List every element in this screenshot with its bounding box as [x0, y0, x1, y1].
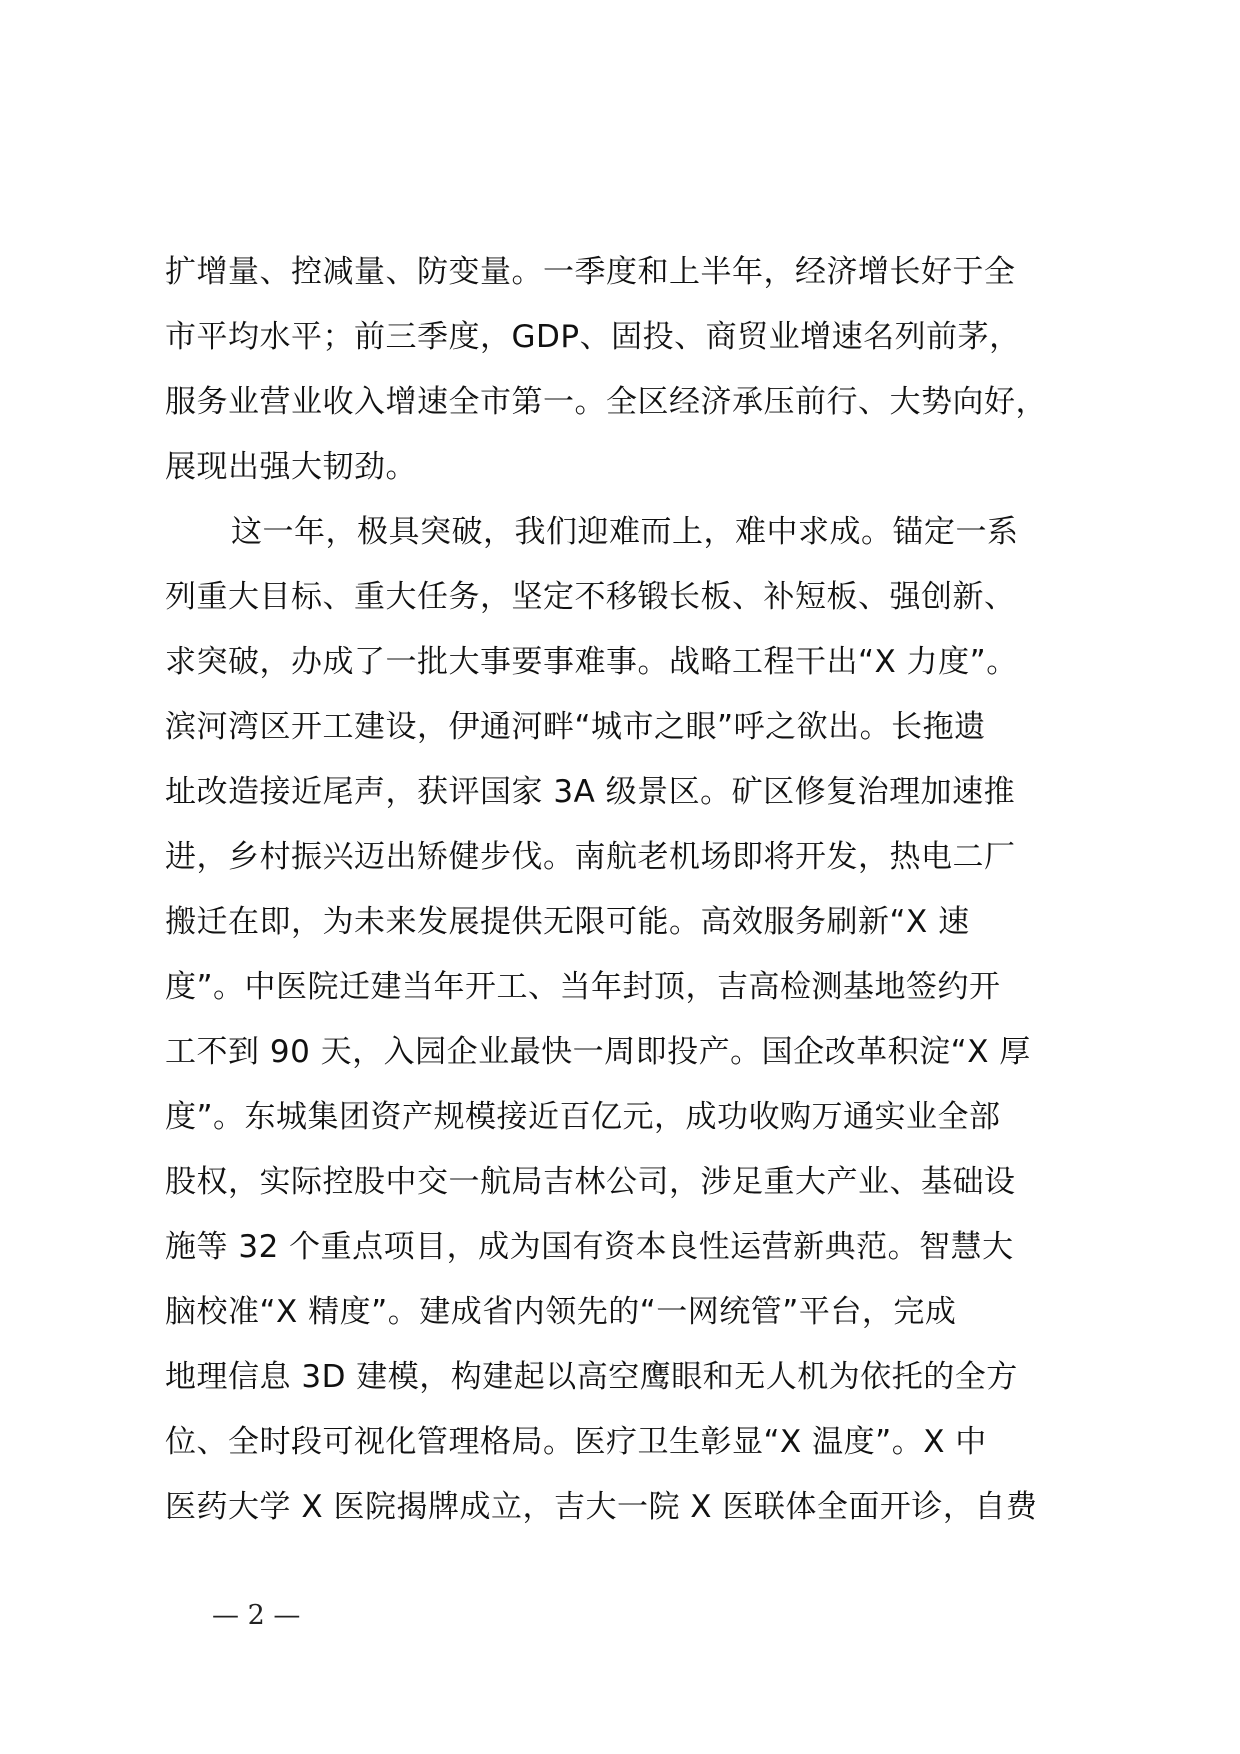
text-line: 扩增量、控减量、防变量。一季度和上半年，经济增长好于全	[165, 254, 1016, 290]
text-line: 滨河湾区开工建设，伊通河畔“城市之眼”呼之欲出。长拖遗	[165, 709, 986, 745]
text-line: 脑校准“X 精度”。建成省内领先的“一网统管”平台，完成	[165, 1294, 957, 1330]
text-line: 地理信息 3D 建模，构建起以高空鹰眼和无人机为依托的全方	[165, 1359, 1018, 1395]
text-line: 求突破，办成了一批大事要事难事。战略工程干出“X 力度”。	[165, 644, 1018, 680]
text-line: 服务业营业收入增速全市第一。全区经济承压前行、大势向好，	[165, 384, 1047, 420]
text-line: 市平均水平；前三季度，GDP、固投、商贸业增速名列前茅，	[165, 319, 1021, 355]
text-line: 度”。中医院迁建当年开工、当年封顶，吉高检测基地签约开	[165, 969, 1001, 1005]
text-line: 度”。东城集团资产规模接近百亿元，成功收购万通实业全部	[165, 1099, 1001, 1135]
page-number: — 2 —	[212, 1600, 301, 1631]
body-text	[165, 240, 1125, 1540]
paragraph-first-line: 这一年，极具突破，我们迎难而上，难中求成。锚定一系	[231, 514, 1019, 550]
text-line: 位、全时段可视化管理格局。医疗卫生彰显“X 温度”。X 中	[165, 1424, 987, 1460]
text-line: 施等 32 个重点项目，成为国有资本良性运营新典范。智慧大	[165, 1229, 1014, 1265]
text-line: 址改造接近尾声，获评国家 3A 级景区。矿区修复治理加速推	[165, 774, 1016, 810]
text-line: 医药大学 X 医院揭牌成立，吉大一院 X 医联体全面开诊，自费	[165, 1489, 1038, 1525]
text-line: 展现出强大韧劲。	[165, 449, 417, 485]
text-line: 列重大目标、重大任务，坚定不移锻长板、补短板、强创新、	[165, 579, 1016, 615]
text-line: 股权，实际控股中交一航局吉林公司，涉足重大产业、基础设	[165, 1164, 1016, 1200]
text-line: 工不到 90 天，入园企业最快一周即投产。国企改革积淀“X 厚	[165, 1034, 1031, 1070]
text-line: 搬迁在即，为未来发展提供无限可能。高效服务刷新“X 速	[165, 904, 970, 940]
text-line: 进，乡村振兴迈出矫健步伐。南航老机场即将开发，热电二厂	[165, 839, 1016, 875]
